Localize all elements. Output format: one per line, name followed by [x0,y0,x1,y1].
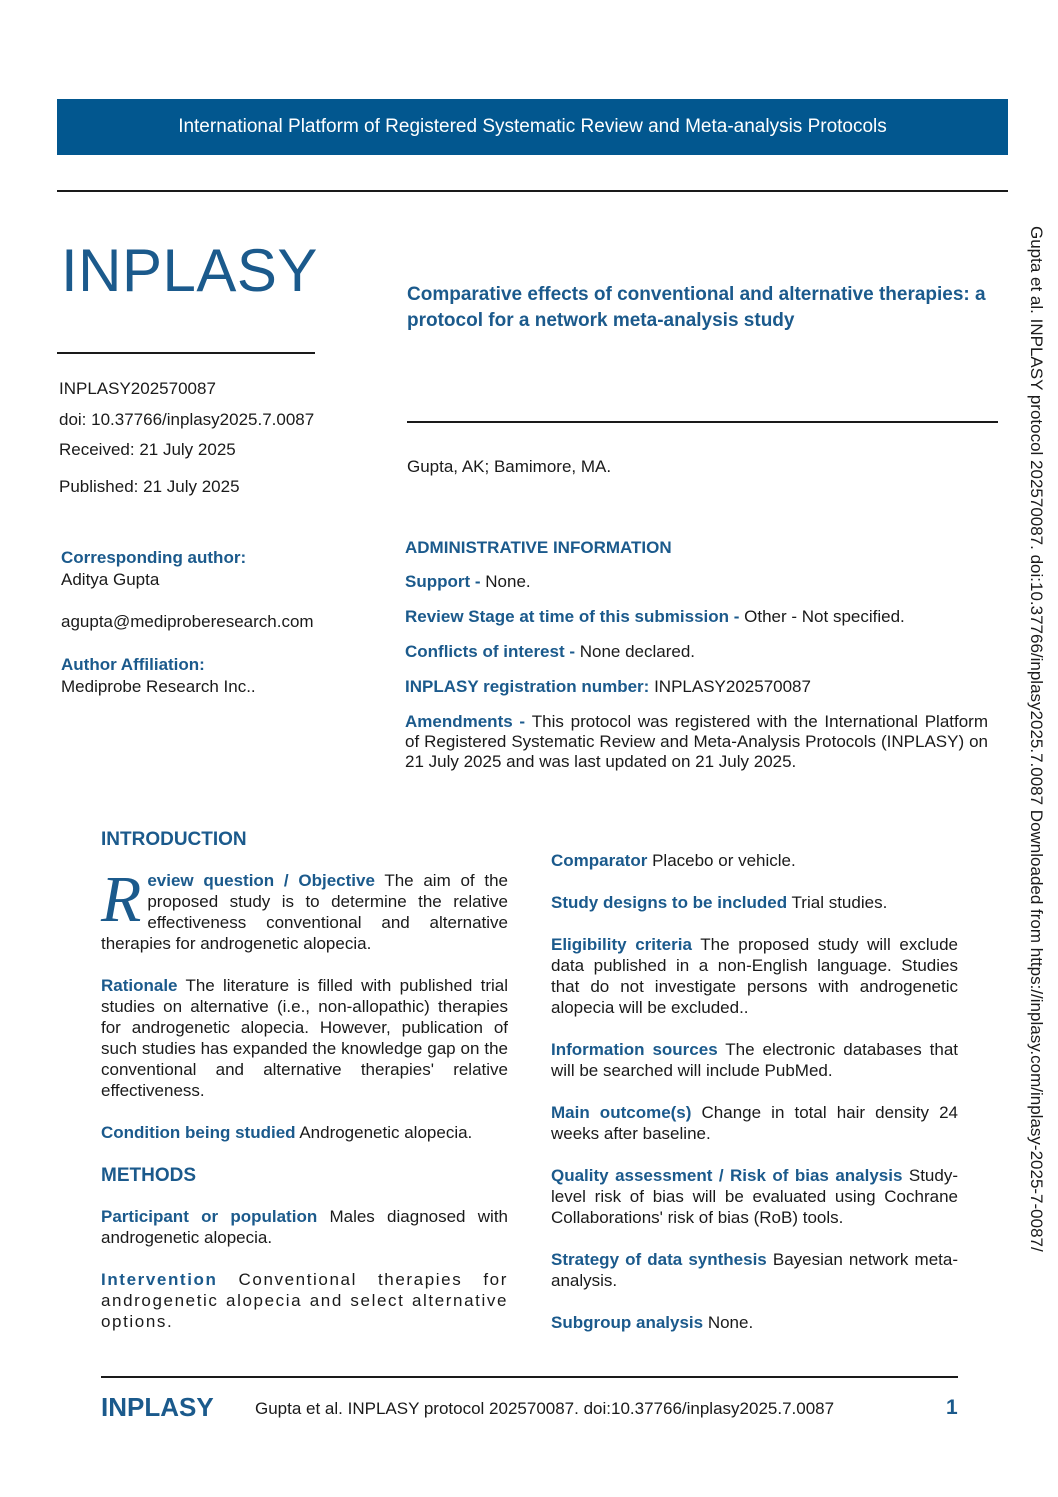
conflicts-row [405,642,988,662]
platform-banner [57,99,1008,155]
amendments-label: Amendments - [405,712,532,731]
body-column-right [551,850,958,1354]
author-list: Gupta, AK; Bamimore, MA. [407,457,612,476]
intervention-paragraph [101,1269,508,1332]
rationale-paragraph [101,975,508,1101]
intervention-label: Intervention [101,1270,218,1289]
comparator-label: Comparator [551,851,648,870]
subgroup-text: None. [703,1313,754,1332]
data-synthesis-paragraph [551,1249,958,1291]
introduction-heading: INTRODUCTION [101,829,247,850]
condition-text: Androgenetic alopecia. [295,1123,473,1142]
header-divider [57,190,1008,192]
data-synthesis-label: Strategy of data synthesis [551,1250,767,1269]
brand-divider [57,352,315,354]
footer-divider [101,1376,958,1378]
review-stage-value: Other - Not specified. [744,607,905,626]
subgroup-paragraph [551,1312,958,1333]
administrative-information [405,538,988,787]
support-row [405,572,988,592]
received-date: Received: 21 July 2025 [59,440,236,459]
comparator-text: Placebo or vehicle. [647,851,796,870]
rationale-label: Rationale [101,976,178,995]
rationale-text: The literature is filled with published trial studies on alternative (i.e., non-allopathic) therapies for androgenetic alopecia. However, publication of such studies has expanded the knowledge gap on the conventional and alternative therapies' relative effectiveness. [101,976,508,1100]
quality-assessment-paragraph [551,1165,958,1228]
amendments-value: This protocol was registered with the International Platform of Registered Systematic Review and Meta-Analysis Protocols (INPLASY) on 21 July 2025 and was last updated on 21 July 2025. [405,712,988,771]
support-label: Support - [405,572,486,591]
page-number: 1 [946,1396,958,1419]
corresponding-email[interactable]: agupta@mediproberesearch.com [61,612,314,631]
main-outcome-label: Main outcome(s) [551,1103,692,1122]
affiliation-label: Author Affiliation: [61,655,205,674]
main-outcome-paragraph [551,1102,958,1144]
participant-text: Males diagnosed with androgenetic alopecia. [101,1207,508,1247]
footer-logo: INPLASY [101,1392,214,1422]
inplasy-logo: INPLASY [61,237,318,304]
title-divider [407,421,998,423]
study-designs-label: Study designs to be included [551,893,788,912]
quality-assessment-label: Quality assessment / Risk of bias analysis [551,1166,903,1185]
information-sources-text: The electronic databases that will be searched will include PubMed. [551,1040,958,1080]
amendments-row [405,712,988,772]
subgroup-label: Subgroup analysis [551,1313,704,1332]
footer-citation: Gupta et al. INPLASY protocol 202570087. doi:10.37766/inplasy2025.7.0087 [255,1399,835,1418]
eligibility-label: Eligibility criteria [551,935,692,954]
review-question-label: eview question / Objective [147,871,375,890]
review-stage-row [405,607,988,627]
drop-cap: R [101,863,142,936]
methods-heading: METHODS [101,1165,196,1186]
article-title: Comparative effects of conventional and alternative therapies: a protocol for a network meta-analysis study [407,284,986,331]
admin-heading: ADMINISTRATIVE INFORMATION [405,538,672,557]
condition-label: Condition being studied [101,1123,296,1142]
registration-number-row [405,677,988,697]
registration-number-value: INPLASY202570087 [654,677,811,696]
information-sources-label: Information sources [551,1040,718,1059]
affiliation-name: Mediprobe Research Inc.. [61,677,256,696]
body-column-left [101,828,508,1353]
participant-paragraph [101,1206,508,1248]
eligibility-text: The proposed study will exclude data published in a non-English language. Studies that do not investigate persons with androgenetic alopecia will be excluded.. [551,935,958,1017]
corresponding-author-name: Aditya Gupta [61,570,160,589]
participant-label: Participant or population [101,1207,318,1226]
information-sources-paragraph [551,1039,958,1081]
registration-number-label: INPLASY registration number: [405,677,655,696]
main-outcome-text: Change in total hair density 24 weeks after baseline. [551,1103,959,1143]
support-value: None. [485,572,531,591]
condition-paragraph [101,1122,508,1143]
data-synthesis-text: Bayesian network meta-analysis. [551,1250,958,1290]
doi-text: doi: 10.37766/inplasy2025.7.0087 [59,410,315,429]
registration-id: INPLASY202570087 [59,379,216,398]
comparator-paragraph [551,850,958,871]
conflicts-value: None declared. [579,642,696,661]
quality-assessment-text: Study-level risk of bias will be evaluated using Cochrane Collaborations' risk of bias (RoB) tools. [551,1166,958,1227]
side-citation: Gupta et al. INPLASY protocol 202570087. doi:10.37766/inplasy2025.7.0087 Downloaded from https://inplasy.com/inplasy-2025-7-0087/ [1027,226,1046,1252]
review-question-text: The aim of the proposed study is to determine the relative effectiveness conventional and alternative therapies for androgenetic alopecia. [101,871,508,953]
study-designs-text: Trial studies. [787,893,888,912]
published-date: Published: 21 July 2025 [59,477,240,496]
conflicts-label: Conflicts of interest - [405,642,580,661]
study-designs-paragraph [551,892,958,913]
review-question-paragraph [101,863,508,954]
review-stage-label: Review Stage at time of this submission - [405,607,745,626]
eligibility-paragraph [551,934,958,1018]
banner-text: International Platform of Registered Systematic Review and Meta-analysis Protocols [178,116,887,137]
intervention-text: Conventional therapies for androgenetic alopecia and select alternative options. [101,1270,508,1331]
corresponding-author-label: Corresponding author: [61,548,247,567]
